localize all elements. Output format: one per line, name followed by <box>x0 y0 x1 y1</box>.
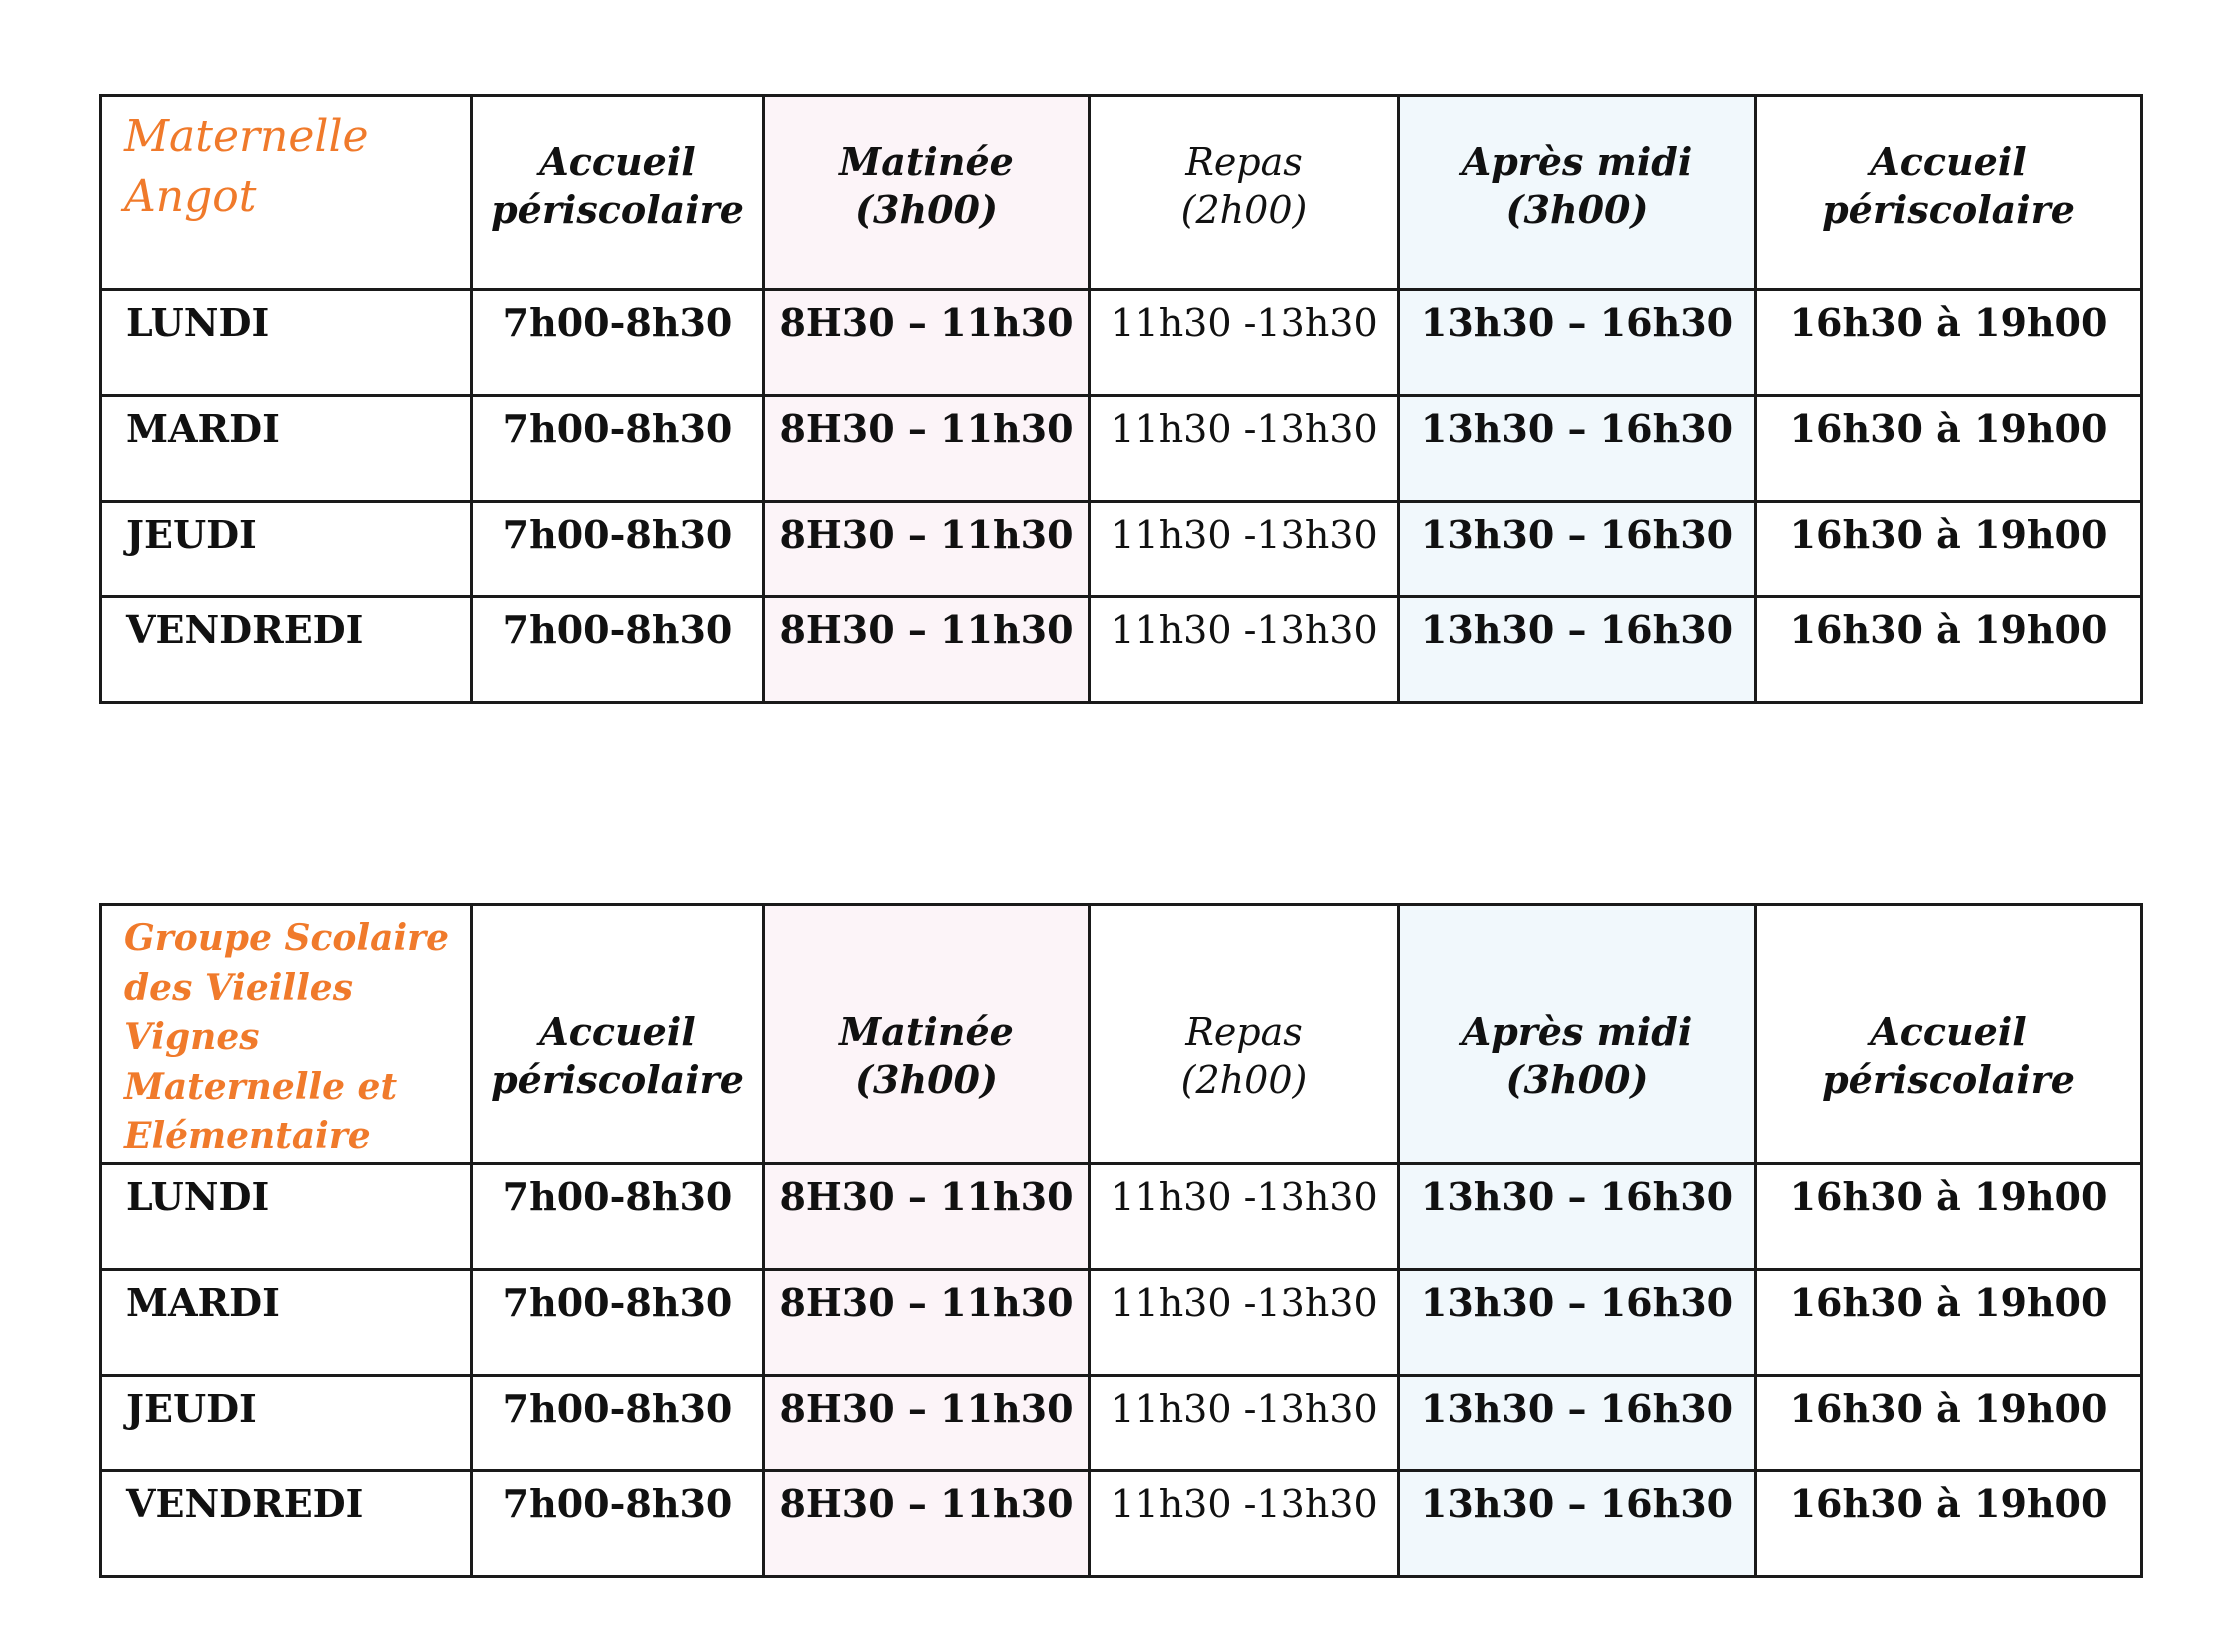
accueil-soir-cell: 16h30 à 19h00 <box>1756 1375 2142 1470</box>
apres-midi-cell: 13h30 – 16h30 <box>1399 1269 1756 1375</box>
header-line: (3h00) <box>855 186 998 232</box>
school-name-line: des Vieilles <box>124 966 353 1009</box>
table-row <box>101 1375 2142 1470</box>
school-name-line: Elémentaire <box>124 1115 371 1157</box>
repas-cell: 11h30 -13h30 <box>1090 1269 1399 1375</box>
apres-midi-cell: 13h30 – 16h30 <box>1399 396 1756 502</box>
accueil-matin-cell: 7h00-8h30 <box>472 1470 764 1576</box>
header-accueil-matin <box>472 96 764 290</box>
table-row <box>101 290 2142 396</box>
school-name-line: Maternelle <box>124 111 369 162</box>
accueil-matin-cell: 7h00-8h30 <box>472 290 764 396</box>
header-line: Repas <box>1185 139 1303 184</box>
accueil-matin-cell: 7h00-8h30 <box>472 1375 764 1470</box>
header-accueil-soir <box>1756 96 2142 290</box>
header-line: Après midi <box>1461 138 1693 184</box>
school-name-line: Groupe Scolaire <box>124 917 449 959</box>
header-line: (2h00) <box>1180 1057 1308 1102</box>
accueil-matin-cell: 7h00-8h30 <box>472 1269 764 1375</box>
matinee-cell: 8H30 – 11h30 <box>764 597 1090 703</box>
table-row <box>101 1269 2142 1375</box>
header-accueil-matin <box>472 905 764 1164</box>
apres-midi-cell: 13h30 – 16h30 <box>1399 1163 1756 1269</box>
header-line: Accueil <box>539 1008 696 1054</box>
header-line: Accueil <box>1870 1008 2027 1054</box>
school-name-line: Angot <box>124 171 257 222</box>
day-cell: LUNDI <box>101 1163 472 1269</box>
header-accueil-soir <box>1756 905 2142 1164</box>
header-line: (2h00) <box>1180 187 1308 232</box>
header-line: Accueil <box>539 138 696 184</box>
header-line: Repas <box>1185 1009 1303 1054</box>
matinee-cell: 8H30 – 11h30 <box>764 1470 1090 1576</box>
header-line: (3h00) <box>1505 186 1649 232</box>
matinee-cell: 8H30 – 11h30 <box>764 396 1090 502</box>
repas-cell: 11h30 -13h30 <box>1090 1470 1399 1576</box>
header-repas <box>1090 96 1399 290</box>
matinee-cell: 8H30 – 11h30 <box>764 1163 1090 1269</box>
header-repas <box>1090 905 1399 1164</box>
header-apres-midi <box>1399 905 1756 1164</box>
header-line: périscolaire <box>491 1056 744 1102</box>
table-row <box>101 396 2142 502</box>
table-row <box>101 502 2142 597</box>
day-cell: LUNDI <box>101 290 472 396</box>
table-row <box>101 1470 2142 1576</box>
header-matinee <box>764 96 1090 290</box>
header-row <box>101 96 2142 290</box>
table-row <box>101 597 2142 703</box>
table-row <box>101 1163 2142 1269</box>
accueil-soir-cell: 16h30 à 19h00 <box>1756 290 2142 396</box>
header-line: (3h00) <box>1505 1056 1649 1102</box>
repas-cell: 11h30 -13h30 <box>1090 396 1399 502</box>
apres-midi-cell: 13h30 – 16h30 <box>1399 597 1756 703</box>
accueil-matin-cell: 7h00-8h30 <box>472 396 764 502</box>
accueil-soir-cell: 16h30 à 19h00 <box>1756 597 2142 703</box>
matinee-cell: 8H30 – 11h30 <box>764 1375 1090 1470</box>
header-line: périscolaire <box>1822 186 2075 232</box>
repas-cell: 11h30 -13h30 <box>1090 290 1399 396</box>
header-apres-midi <box>1399 96 1756 290</box>
accueil-matin-cell: 7h00-8h30 <box>472 597 764 703</box>
day-cell: MARDI <box>101 1269 472 1375</box>
day-cell: JEUDI <box>101 1375 472 1470</box>
accueil-soir-cell: 16h30 à 19h00 <box>1756 396 2142 502</box>
matinee-cell: 8H30 – 11h30 <box>764 290 1090 396</box>
school-name-cell <box>101 905 472 1164</box>
accueil-soir-cell: 16h30 à 19h00 <box>1756 1163 2142 1269</box>
repas-cell: 11h30 -13h30 <box>1090 597 1399 703</box>
apres-midi-cell: 13h30 – 16h30 <box>1399 1375 1756 1470</box>
header-line: périscolaire <box>491 186 744 232</box>
repas-cell: 11h30 -13h30 <box>1090 1375 1399 1470</box>
header-row <box>101 905 2142 1164</box>
day-cell: JEUDI <box>101 502 472 597</box>
repas-cell: 11h30 -13h30 <box>1090 1163 1399 1269</box>
apres-midi-cell: 13h30 – 16h30 <box>1399 502 1756 597</box>
header-line: Matinée <box>839 138 1014 184</box>
header-matinee <box>764 905 1090 1164</box>
accueil-soir-cell: 16h30 à 19h00 <box>1756 1470 2142 1576</box>
accueil-matin-cell: 7h00-8h30 <box>472 502 764 597</box>
repas-cell: 11h30 -13h30 <box>1090 502 1399 597</box>
day-cell: MARDI <box>101 396 472 502</box>
header-line: Après midi <box>1461 1008 1693 1054</box>
schedule-table-angot <box>99 94 2143 704</box>
apres-midi-cell: 13h30 – 16h30 <box>1399 290 1756 396</box>
accueil-soir-cell: 16h30 à 19h00 <box>1756 502 2142 597</box>
day-cell: VENDREDI <box>101 1470 472 1576</box>
apres-midi-cell: 13h30 – 16h30 <box>1399 1470 1756 1576</box>
school-name-line: Maternelle et <box>124 1065 398 1108</box>
day-cell: VENDREDI <box>101 597 472 703</box>
matinee-cell: 8H30 – 11h30 <box>764 1269 1090 1375</box>
schedule-table-vieilles-vignes <box>99 903 2143 1578</box>
header-line: Matinée <box>839 1008 1014 1054</box>
matinee-cell: 8H30 – 11h30 <box>764 502 1090 597</box>
school-name-cell <box>101 96 472 290</box>
header-line: Accueil <box>1870 138 2027 184</box>
header-line: périscolaire <box>1822 1056 2075 1102</box>
school-name-line: Vignes <box>124 1016 260 1058</box>
header-line: (3h00) <box>855 1056 998 1102</box>
accueil-matin-cell: 7h00-8h30 <box>472 1163 764 1269</box>
accueil-soir-cell: 16h30 à 19h00 <box>1756 1269 2142 1375</box>
